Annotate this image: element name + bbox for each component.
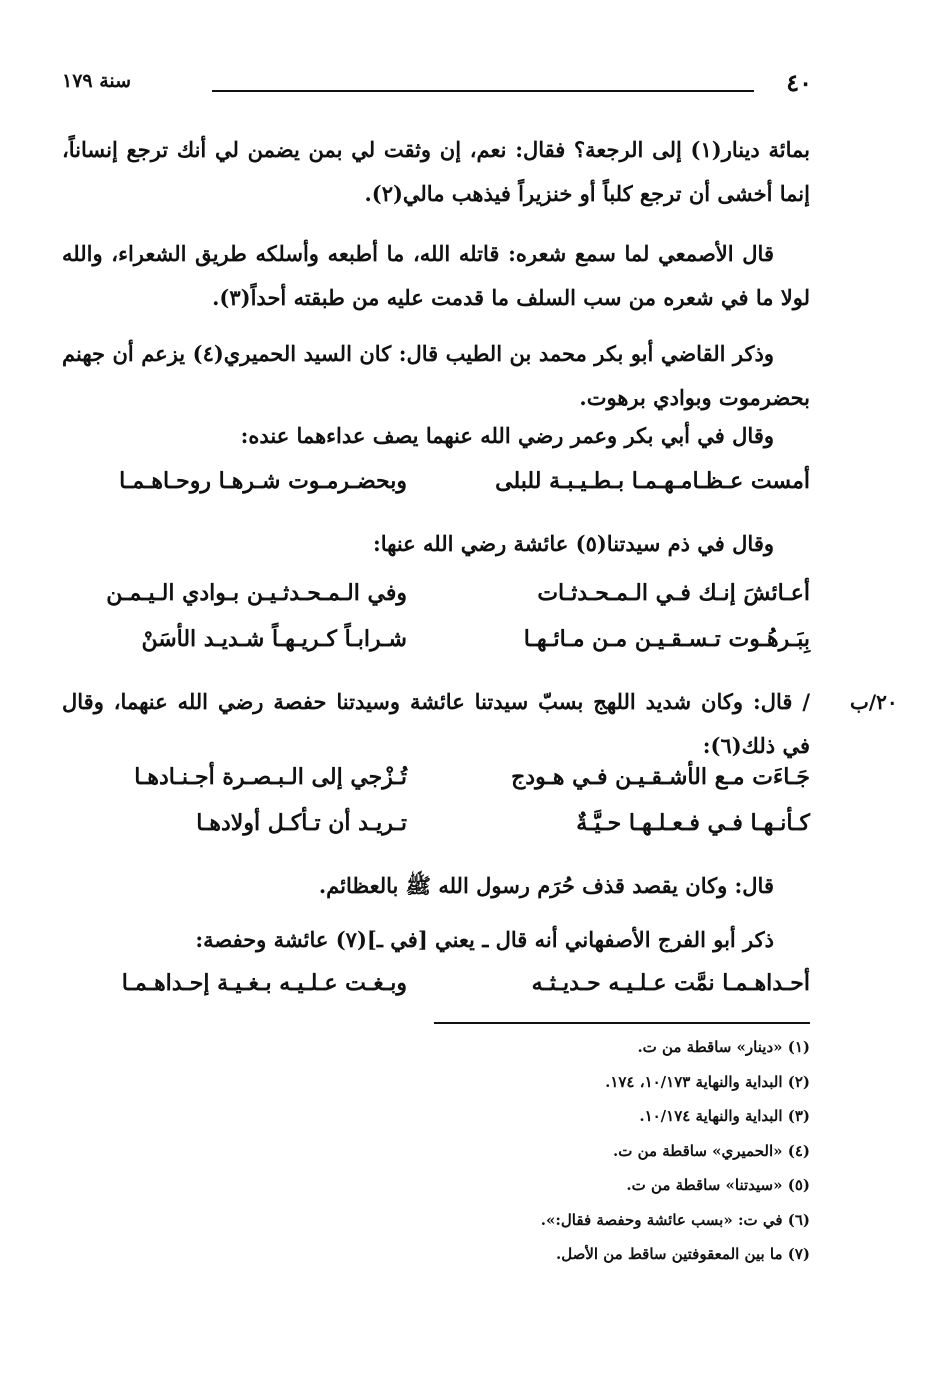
paragraph-7: قال: وكان يقصد قذف حُرَم رسول الله ﷺ بالعظائم. [318, 873, 774, 898]
verse-1 [62, 468, 810, 510]
verse-6-first-hemistich: أحـداهـمـا نمَّت عـلـيـه حـديـثـه [531, 970, 810, 996]
verse-4-second-hemistich: تُـزْجي إلى الـبـصـرة أجـنـادهـا [134, 764, 407, 790]
footnote-separator [434, 1022, 810, 1024]
verse-3 [62, 626, 810, 668]
page-header [62, 68, 812, 98]
footnotes [300, 1030, 810, 1272]
verse-3-first-hemistich: بِبَـرهُـوت تـسـقـيـن مـن مـائـهـا [523, 626, 810, 652]
footnote-3: (٣) البداية والنهاية ١٠/١٧٤. [639, 1107, 810, 1125]
footnote-7: (٧) ما بين المعقوفتين ساقط من الأصل. [556, 1245, 810, 1263]
verse-6-second-hemistich: وبـغـت عـلـيـه بـغـيـة إحـداهـمـا [121, 970, 407, 996]
page-number: ٤٠ [786, 68, 812, 97]
verse-4-first-hemistich: جَـاءَت مـع الأشـقـيـن فـي هـودج [511, 764, 810, 790]
running-head-year: سنة ١٧٩ [62, 70, 132, 92]
footnote-5: (٥) «سيدتنا» ساقطة من ت. [626, 1176, 810, 1194]
paragraph-2: قال الأصمعي لما سمع شعره: قاتله الله، ما أطبعه وأسلكه طريق الشعراء، والله لولا ما في شعره من سب السلف ما قدمت عليه من طبقته أحداً(٣). [62, 241, 810, 310]
paragraph-8: ذكر أبو الفرج الأصفهاني أنه قال ـ يعني [في ـ](٧) عائشة وحفصة: [195, 927, 774, 952]
manuscript-folio-mark: ٢٠/ب [850, 690, 898, 714]
verse-1-second-hemistich: وبحضـرمـوت شـرهـا روحـاهـمـا [119, 468, 407, 494]
verse-4 [62, 764, 810, 806]
header-rule [212, 90, 754, 92]
verse-6 [62, 970, 810, 1012]
paragraph-3: وذكر القاضي أبو بكر محمد بن الطيب قال: كان السيد الحميري(٤) يزعم أن جهنم بحضرموت وبوادي برهوت. [62, 341, 810, 410]
paragraph-4: وقال في أبي بكر وعمر رضي الله عنهما يصف عداءهما عنده: [240, 423, 774, 448]
verse-3-second-hemistich: شـرابـاً كـريـهـاً شـديـد الأسَنْ [141, 626, 407, 652]
paragraph-5: وقال في ذم سيدتنا(٥) عائشة رضي الله عنها: [373, 531, 774, 556]
verse-5 [62, 810, 810, 852]
verse-2 [62, 580, 810, 622]
paragraph-1: بمائة دينار(١) إلى الرجعة؟ فقال: نعم، إن وثقت لي بمن يضمن لي أنك ترجع إنساناً، إنما أخشى أن ترجع كلباً أو خنزيراً فيذهب مالي(٢). [62, 137, 810, 206]
paragraph-6: / قال: وكان شديد اللهج بسبّ سيدتنا عائشة وسيدتنا حفصة رضي الله عنهما، وقال في ذلك(٦): [62, 689, 810, 758]
verse-1-first-hemistich: أمست عـظـامـهـمـا بـطـيـبـة للبلى [495, 468, 810, 494]
footnote-4: (٤) «الحميري» ساقطة من ت. [613, 1141, 810, 1160]
verse-5-second-hemistich: تـريـد أن تـأكـل أولادهـا [196, 810, 407, 836]
verse-2-first-hemistich: أعـائشَ إنـك فـي الـمـحـدثـات [537, 580, 810, 606]
verse-2-second-hemistich: وفي الـمـحـدثـيـن بـوادي الـيـمـن [106, 580, 407, 606]
footnote-2: (٢) البداية والنهاية ١٠/١٧٣، ١٧٤. [605, 1072, 810, 1091]
verse-5-first-hemistich: كـأنـهـا فـي فـعـلـهـا حـيَّـةٌ [576, 810, 810, 836]
footnote-1: (١) «دينار» ساقطة من ت. [637, 1038, 810, 1056]
footnote-6: (٦) في ت: «بسب عائشة وحفصة فقال:». [540, 1210, 810, 1229]
